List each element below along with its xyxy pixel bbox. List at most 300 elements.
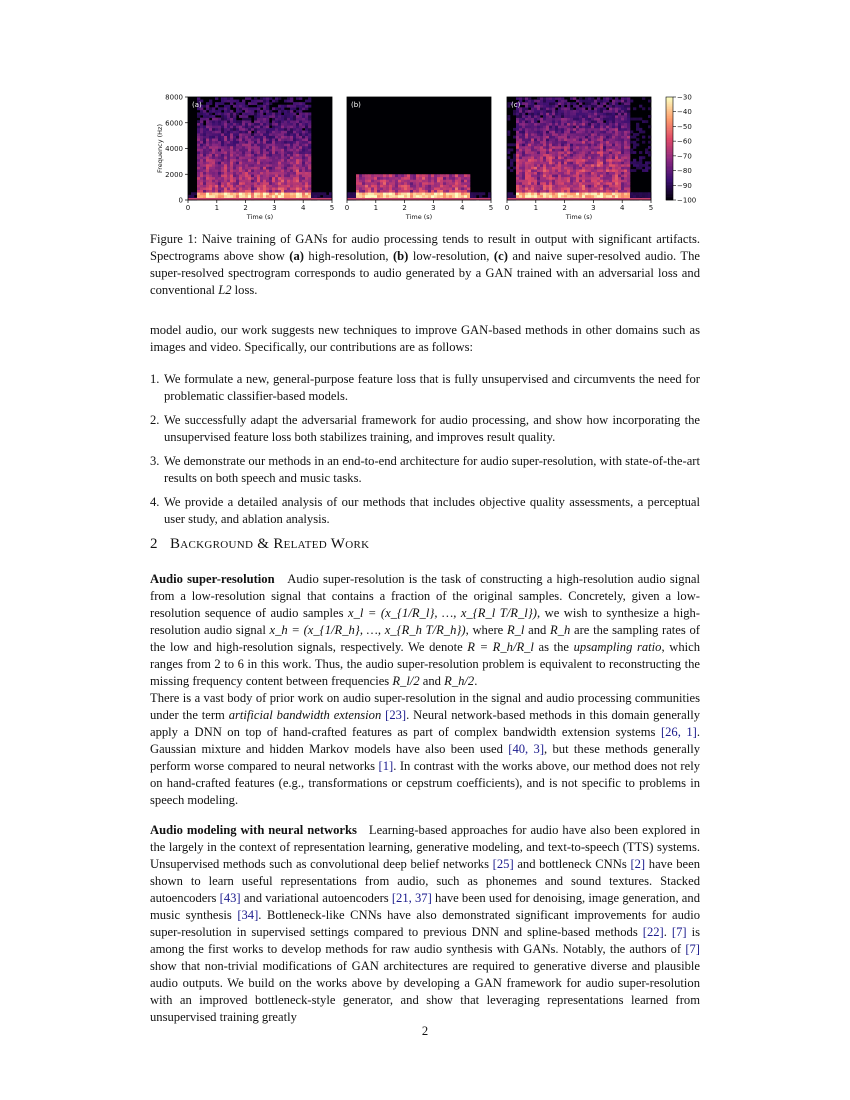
spectrogram-cell xyxy=(431,190,434,193)
spectrogram-cell xyxy=(549,102,552,105)
spectrogram-cell xyxy=(257,177,260,180)
spectrogram-cell xyxy=(603,141,606,144)
spectrogram-cell xyxy=(197,138,200,141)
spectrogram-cell xyxy=(416,190,419,193)
spectrogram-cell xyxy=(582,141,585,144)
spectrogram-cell xyxy=(534,156,537,159)
spectrogram-cell xyxy=(305,159,308,162)
spectrogram-cell xyxy=(552,174,555,177)
colorbar-segment xyxy=(666,102,673,104)
spectrogram-cell xyxy=(552,149,555,152)
spectrogram-cell xyxy=(585,164,588,167)
spectrogram-cell xyxy=(621,192,624,195)
spectrogram-cell xyxy=(230,185,233,188)
spectrogram-cell xyxy=(227,177,230,180)
spectrogram-cell xyxy=(278,190,281,193)
spectrogram-cell xyxy=(266,107,269,110)
spectrogram-cell xyxy=(534,136,537,139)
spectrogram-cell xyxy=(260,190,263,193)
spectrogram-cell xyxy=(615,182,618,185)
spectrogram-cell xyxy=(308,161,311,164)
spectrogram-cell xyxy=(561,192,564,195)
spectrogram-cell xyxy=(624,177,627,180)
spectrogram-cell xyxy=(618,187,621,190)
spectrogram-cell xyxy=(278,112,281,115)
spectrogram-cell xyxy=(266,105,269,108)
spectrogram-cell xyxy=(272,123,275,126)
spectrogram-cell xyxy=(633,146,636,149)
citation-link[interactable]: [7] xyxy=(685,942,700,956)
spectrogram-cell xyxy=(269,110,272,113)
spectrogram-cell xyxy=(302,161,305,164)
spectrogram-cell xyxy=(353,192,356,195)
spectrogram-cell xyxy=(543,151,546,154)
spectrogram-cell xyxy=(624,185,627,188)
spectrogram-cell xyxy=(275,151,278,154)
spectrogram-cell xyxy=(612,115,615,118)
spectrogram-cell xyxy=(200,125,203,128)
spectrogram-cell xyxy=(546,123,549,126)
spectrogram-cell xyxy=(597,97,600,100)
spectrogram-cell xyxy=(233,130,236,133)
spectrogram-cell xyxy=(209,110,212,113)
spectrogram-cell xyxy=(546,195,549,198)
spectrogram-cell xyxy=(296,169,299,172)
citation-link[interactable]: [34] xyxy=(237,908,259,922)
spectrogram-cell xyxy=(558,185,561,188)
spectrogram-cell xyxy=(434,177,437,180)
spectrogram-cell xyxy=(600,192,603,195)
spectrogram-cell xyxy=(374,177,377,180)
citation-link[interactable]: [23] xyxy=(385,708,407,722)
spectrogram-cell xyxy=(549,164,552,167)
spectrogram-cell xyxy=(299,151,302,154)
spectrogram-cell xyxy=(461,195,464,198)
spectrogram-cell xyxy=(305,192,308,195)
spectrogram-cell xyxy=(236,192,239,195)
colorbar-segment xyxy=(666,142,673,144)
spectrogram-cell xyxy=(245,185,248,188)
spectrogram-cell xyxy=(624,146,627,149)
spectrogram-cell xyxy=(386,177,389,180)
spectrogram-cell xyxy=(564,107,567,110)
spectrogram-cell xyxy=(522,172,525,175)
spectrogram-cell xyxy=(236,107,239,110)
spectrogram-cell xyxy=(221,149,224,152)
citation-link[interactable]: [7] xyxy=(671,925,687,939)
spectrogram-cell xyxy=(266,102,269,105)
spectrogram-cell xyxy=(371,190,374,193)
spectrogram-cell xyxy=(251,146,254,149)
spectrogram-cell xyxy=(374,192,377,195)
spectrogram-cell xyxy=(290,177,293,180)
spectrogram-cell xyxy=(299,177,302,180)
spectrogram-cell xyxy=(588,102,591,105)
spectrogram-cell xyxy=(564,128,567,131)
spectrogram-cell xyxy=(209,120,212,123)
spectrogram-cell xyxy=(609,169,612,172)
spectrogram-cell xyxy=(266,112,269,115)
spectrogram-cell xyxy=(209,179,212,182)
spectrogram-cell xyxy=(594,146,597,149)
spectrogram-cell xyxy=(558,138,561,141)
spectrogram-cell xyxy=(594,167,597,170)
spectrogram-cell xyxy=(510,169,513,172)
spectrogram-cell xyxy=(293,179,296,182)
spectrogram-cell xyxy=(531,182,534,185)
spectrogram-cell xyxy=(546,182,549,185)
spectrogram-cell xyxy=(356,192,359,195)
spectrogram-cell xyxy=(642,120,645,123)
spectrogram-cell xyxy=(401,182,404,185)
spectrogram-cell xyxy=(284,100,287,103)
spectrogram-cell xyxy=(263,169,266,172)
citation-link[interactable]: [22] xyxy=(642,925,664,939)
spectrogram-cell xyxy=(302,141,305,144)
spectrogram-cell xyxy=(570,167,573,170)
spectrogram-cell xyxy=(528,141,531,144)
spectrogram-cell xyxy=(218,161,221,164)
spectrogram-cell xyxy=(251,102,254,105)
spectrogram-cell xyxy=(458,174,461,177)
spectrogram-cell xyxy=(540,123,543,126)
spectrogram-cell xyxy=(239,187,242,190)
spectrogram-cell xyxy=(386,185,389,188)
spectrogram-cell xyxy=(266,179,269,182)
intro-paragraph: model audio, our work suggests new techniques to improve GAN-based methods in other domains such as images and video. Specifically, our contributions are as follows: xyxy=(150,323,700,354)
spectrogram-cell xyxy=(552,115,555,118)
spectrogram-cell xyxy=(269,133,272,136)
spectrogram-cell xyxy=(203,115,206,118)
spectrogram-cell xyxy=(633,136,636,139)
spectrogram-cell xyxy=(365,192,368,195)
spectrogram-cell xyxy=(263,192,266,195)
spectrogram-cell xyxy=(573,156,576,159)
spectrogram-cell xyxy=(266,143,269,146)
spectrogram-cell xyxy=(555,156,558,159)
spectrogram-cell xyxy=(254,172,257,175)
colorbar-segment xyxy=(666,183,673,185)
spectrogram-cell xyxy=(398,179,401,182)
spectrogram-cell xyxy=(624,128,627,131)
spectrogram-cell xyxy=(522,143,525,146)
citation-link[interactable]: [1] xyxy=(378,759,394,773)
spectrogram-cell xyxy=(266,151,269,154)
spectrogram-cell xyxy=(215,172,218,175)
spectrogram-cell xyxy=(263,187,266,190)
spectrogram-cell xyxy=(627,172,630,175)
spectrogram-cell xyxy=(368,192,371,195)
spectrogram-cell xyxy=(624,182,627,185)
spectrogram-cell xyxy=(519,185,522,188)
spectrogram-cell xyxy=(413,192,416,195)
spectrogram-cell xyxy=(272,115,275,118)
spectrogram-cell xyxy=(254,190,257,193)
spectrogram-cell xyxy=(254,115,257,118)
spectrogram-cell xyxy=(594,102,597,105)
spectrogram-cell xyxy=(221,141,224,144)
spectrogram-cell xyxy=(236,190,239,193)
spectrogram-cell xyxy=(260,130,263,133)
spectrogram-cell xyxy=(407,179,410,182)
spectrogram-cell xyxy=(609,172,612,175)
spectrogram-cell xyxy=(452,187,455,190)
spectrogram-cell xyxy=(218,167,221,170)
spectrogram-cell xyxy=(552,172,555,175)
spectrogram-cell xyxy=(197,185,200,188)
spectrogram-cell xyxy=(296,167,299,170)
spectrogram-cell xyxy=(525,185,528,188)
spectrogram-cell xyxy=(522,149,525,152)
spectrogram-cell xyxy=(597,159,600,162)
spectrogram-cell xyxy=(540,195,543,198)
spectrogram-cell xyxy=(299,179,302,182)
spectrogram-cell xyxy=(284,141,287,144)
spectrogram-cell xyxy=(549,172,552,175)
spectrogram-cell xyxy=(200,123,203,126)
spectrogram-cell xyxy=(254,167,257,170)
spectrogram-cell xyxy=(425,185,428,188)
spectrogram-cell xyxy=(543,146,546,149)
colorbar-segment xyxy=(666,143,673,145)
spectrogram-cell xyxy=(519,130,522,133)
spectrogram-cell xyxy=(573,115,576,118)
citation-link[interactable]: [40, 3] xyxy=(508,742,545,756)
citation-link[interactable]: [25] xyxy=(492,857,514,871)
spectrogram-cell xyxy=(239,151,242,154)
spectrogram-cell xyxy=(543,133,546,136)
spectrogram-cell xyxy=(549,118,552,121)
spectrogram-cell xyxy=(531,112,534,115)
spectrogram-cell xyxy=(519,146,522,149)
spectrogram-cell xyxy=(215,159,218,162)
spectrogram-cell xyxy=(522,154,525,157)
spectrogram-cell xyxy=(242,195,245,198)
spectrogram-cell xyxy=(455,177,458,180)
spectrogram-cell xyxy=(519,167,522,170)
spectrogram-cell xyxy=(464,192,467,195)
spectrogram-cell xyxy=(609,195,612,198)
spectrogram-cell xyxy=(257,110,260,113)
spectrogram-cell xyxy=(227,110,230,113)
spectrogram-cell xyxy=(242,141,245,144)
spectrogram-cell xyxy=(275,195,278,198)
colorbar-segment xyxy=(666,178,673,180)
spectrogram-cell xyxy=(579,149,582,152)
spectrogram-cell xyxy=(212,136,215,139)
spectrogram-cell xyxy=(582,128,585,131)
spectrogram-cell xyxy=(218,136,221,139)
spectrogram-cell xyxy=(275,149,278,152)
spectrogram-cell xyxy=(224,97,227,100)
spectrogram-cell xyxy=(609,125,612,128)
spectrogram-cell xyxy=(546,102,549,105)
spectrogram-cell xyxy=(564,161,567,164)
spectrogram-cell xyxy=(507,192,510,195)
spectrogram-cell xyxy=(531,125,534,128)
citation-link[interactable]: [43] xyxy=(219,891,241,905)
spectrogram-cell xyxy=(609,161,612,164)
spectrogram-cell xyxy=(549,190,552,193)
spectrogram-cell xyxy=(233,149,236,152)
spectrogram-cell xyxy=(612,105,615,108)
spectrogram-cell xyxy=(612,141,615,144)
spectrogram-cell xyxy=(260,159,263,162)
spectrogram-cell xyxy=(266,115,269,118)
spectrogram-cell xyxy=(404,179,407,182)
spectrogram-cell xyxy=(359,177,362,180)
spectrogram-cell xyxy=(308,146,311,149)
spectrogram-cell xyxy=(299,185,302,188)
spectrogram-cell xyxy=(287,164,290,167)
spectrogram-cell xyxy=(615,112,618,115)
spectrogram-cell xyxy=(251,177,254,180)
spectrogram-cell xyxy=(290,123,293,126)
spectrogram-cell xyxy=(588,136,591,139)
spectrogram-cell xyxy=(516,130,519,133)
spectrogram-cell xyxy=(206,195,209,198)
spectrogram-cell xyxy=(212,159,215,162)
spectrogram-cell xyxy=(594,154,597,157)
spectrogram-cell xyxy=(212,164,215,167)
spectrogram-cell xyxy=(257,128,260,131)
spectrogram-cell xyxy=(594,177,597,180)
spectrogram-cell xyxy=(254,164,257,167)
spectrogram-cell xyxy=(383,177,386,180)
spectrogram-cell xyxy=(528,177,531,180)
spectrogram-cell xyxy=(239,128,242,131)
spectrogram-cell xyxy=(609,112,612,115)
spectrogram-cell xyxy=(579,136,582,139)
spectrogram-cell xyxy=(531,136,534,139)
spectrogram-cell xyxy=(552,190,555,193)
spectrogram-cell xyxy=(224,174,227,177)
spectrogram-cell xyxy=(278,187,281,190)
spectrogram-cell xyxy=(275,156,278,159)
spectrogram-cell xyxy=(263,118,266,121)
spectrogram-cell xyxy=(296,128,299,131)
spectrogram-cell xyxy=(606,154,609,157)
spectrogram-cell xyxy=(534,115,537,118)
spectrogram-cell xyxy=(257,195,260,198)
spectrogram-cell xyxy=(308,97,311,100)
spectrogram-cell xyxy=(561,100,564,103)
spectrogram-cell xyxy=(227,151,230,154)
spectrogram-cell xyxy=(513,136,516,139)
spectrogram-cell xyxy=(227,130,230,133)
spectrogram-cell xyxy=(537,182,540,185)
spectrogram-cell xyxy=(197,167,200,170)
spectrogram-cell xyxy=(579,187,582,190)
spectrogram-cell xyxy=(233,112,236,115)
spectrogram-cell xyxy=(555,118,558,121)
spectrogram-cell xyxy=(269,187,272,190)
spectrogram-cell xyxy=(239,172,242,175)
spectrogram-cell xyxy=(555,161,558,164)
spectrogram-cell xyxy=(558,179,561,182)
spectrogram-cell xyxy=(236,125,239,128)
spectrogram-cell xyxy=(287,138,290,141)
spectrogram-cell xyxy=(546,125,549,128)
spectrogram-cell xyxy=(218,123,221,126)
spectrogram-cell xyxy=(612,112,615,115)
spectrogram-cell xyxy=(564,133,567,136)
spectrogram-cell xyxy=(573,164,576,167)
spectrogram-cell xyxy=(257,149,260,152)
spectrogram-cell xyxy=(272,146,275,149)
spectrogram-cell xyxy=(588,120,591,123)
spectrogram-cell xyxy=(519,128,522,131)
spectrogram-cell xyxy=(561,97,564,100)
spectrogram-cell xyxy=(534,130,537,133)
spectrogram-cell xyxy=(281,174,284,177)
spectrogram-cell xyxy=(302,187,305,190)
spectrogram-cell xyxy=(293,156,296,159)
spectrogram-cell xyxy=(612,118,615,121)
spectrogram-cell xyxy=(552,146,555,149)
spectrogram-cell xyxy=(531,156,534,159)
citation-link[interactable]: [21, 37] xyxy=(391,891,432,905)
spectrogram-cell xyxy=(588,115,591,118)
spectrogram-cell xyxy=(591,102,594,105)
citation-link[interactable]: [2] xyxy=(630,857,646,871)
spectrogram-cell xyxy=(615,125,618,128)
y-tick-label: 2000 xyxy=(165,170,183,179)
citation-link[interactable]: [26, 1] xyxy=(660,725,697,739)
spectrogram-cell xyxy=(570,115,573,118)
spectrogram-cell xyxy=(627,125,630,128)
colorbar-segment xyxy=(666,179,673,181)
spectrogram-cell xyxy=(540,187,543,190)
spectrogram-cell xyxy=(431,192,434,195)
spectrogram-cell xyxy=(206,115,209,118)
caption-text: and naive super-resolved audio. The super-resolved spectrogram corresponds to audio generated by a GAN trained with an adversarial loss and conventional xyxy=(150,249,700,297)
spectrogram-cell xyxy=(525,154,528,157)
spectrogram-cell xyxy=(624,138,627,141)
spectrogram-cell xyxy=(606,159,609,162)
spectrogram-cell xyxy=(615,167,618,170)
spectrogram-cell xyxy=(218,185,221,188)
spectrogram-cell xyxy=(543,107,546,110)
spectrogram-cell xyxy=(365,187,368,190)
list-number: 3. xyxy=(150,454,160,468)
spectrogram-cell xyxy=(446,174,449,177)
spectrogram-cell xyxy=(251,172,254,175)
spectrogram-cell xyxy=(434,182,437,185)
spectrogram-cell xyxy=(347,195,350,198)
spectrogram-cell xyxy=(221,179,224,182)
spectrogram-cell xyxy=(293,120,296,123)
spectrogram-cell xyxy=(209,102,212,105)
spectrogram-cell xyxy=(242,100,245,103)
spectrogram-cell xyxy=(573,149,576,152)
paragraph-text: Audio super-resolution is the task of constructing a high-resolution audio signal from a low-resolution signal that contains a fraction of the original samples. Concretely, given a low-resolution sequence of audio samples xyxy=(150,572,700,620)
colorbar-segment xyxy=(666,173,673,175)
spectrogram-cell xyxy=(525,102,528,105)
spectrogram-cell xyxy=(407,185,410,188)
spectrogram-cell xyxy=(395,177,398,180)
paragraph-text: have been used for denoising, image generation, and music synthesis xyxy=(150,891,700,922)
spectrogram-cell xyxy=(591,174,594,177)
spectrogram-cell xyxy=(320,192,323,195)
spectrogram-cell xyxy=(639,156,642,159)
spectrogram-cell xyxy=(588,192,591,195)
spectrogram-cell xyxy=(558,167,561,170)
spectrogram-cell xyxy=(269,115,272,118)
spectrogram-cell xyxy=(458,185,461,188)
spectrogram-cell xyxy=(416,177,419,180)
spectrogram-cell xyxy=(227,164,230,167)
